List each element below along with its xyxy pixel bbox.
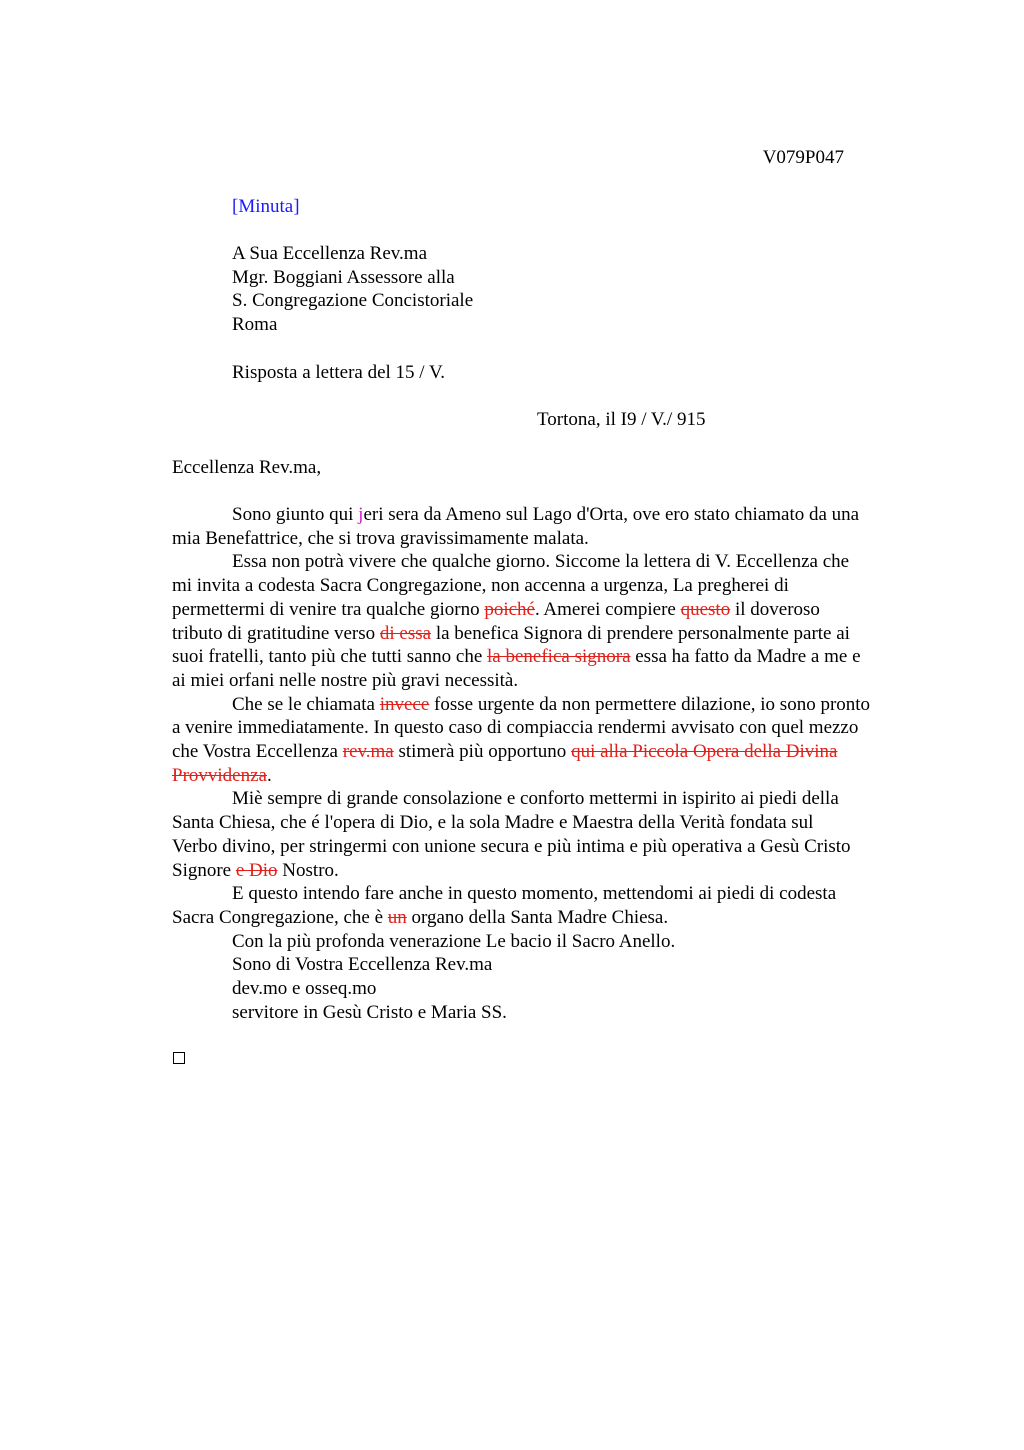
address-line: S. Congregazione Concistoriale (232, 290, 474, 312)
closing-line: dev.mo e osseq.mo (232, 978, 377, 1000)
deleted-text: un (387, 906, 407, 928)
inserted-text: j (358, 504, 364, 525)
text-run: essa ha fatto da Madre a me e (630, 646, 861, 668)
text-run: Che se le chiamata (232, 693, 380, 715)
deleted-text: di essa (379, 622, 432, 644)
text-run: stimerà più opportuno (393, 741, 572, 763)
paragraph-2 (172, 550, 932, 692)
text-run: Nostro. (277, 859, 339, 881)
text-line (172, 764, 932, 788)
text-run: organo della Santa Madre Chiesa. (406, 906, 669, 928)
checkbox-square-icon (173, 1052, 185, 1064)
deleted-text: questo (680, 598, 731, 620)
deleted-text: poiché (484, 598, 535, 620)
date-line: Tortona, il I9 / V./ 915 (537, 409, 706, 430)
text-run: tributo di gratitudine verso (172, 622, 380, 644)
text-run: Sono giunto qui (232, 504, 359, 525)
text-line: Essa non potrà vivere che qualche giorno. Siccome la lettera di V. Eccellenza che (232, 551, 850, 573)
deleted-text: qui alla Piccola Opera della Divina (571, 741, 838, 763)
minuta-annotation: [Minuta] (232, 196, 300, 217)
text-line (172, 740, 932, 764)
text-line (172, 906, 932, 930)
text-run: . Amerei compiere (534, 598, 681, 620)
deleted-text: rev.ma (342, 741, 394, 763)
text-run: . (266, 764, 272, 786)
text-run: Signore (172, 859, 236, 881)
deleted-text: e Dio (235, 859, 278, 881)
text-line: Santa Chiesa, che é l'opera di Dio, e la sola Madre e Maestra della Verità fondata sul (172, 812, 814, 834)
reply-reference: Risposta a lettera del 15 / V. (232, 362, 446, 383)
text-run: il doveroso (730, 598, 820, 620)
text-line: E questo intendo fare anche in questo momento, mettendomi ai piedi di codesta (232, 883, 837, 905)
text-run: eri sera da Ameno sul Lago d'Orta, ove ero stato chiamato da una (363, 504, 860, 525)
address-line: Roma (232, 314, 278, 336)
salutation: Eccellenza Rev.ma, (172, 457, 322, 478)
text-run: Sacra Congregazione, che è (172, 906, 388, 928)
text-run: la benefica Signora di prendere personalmente parte ai (431, 622, 850, 644)
text-run: permettermi di venire tra qualche giorno (172, 598, 485, 620)
address-line: A Sua Eccellenza Rev.ma (232, 243, 428, 264)
text-line: ai miei orfani nelle nostre più gravi necessità. (172, 669, 519, 691)
address-line: Mgr. Boggiani Assessore alla (232, 266, 455, 288)
text-line (172, 622, 932, 646)
letter-body (172, 503, 932, 1024)
text-run: suoi fratelli, tanto più che tutti sanno che (172, 646, 488, 668)
text-line (172, 693, 932, 717)
text-line (172, 859, 932, 883)
text-line (172, 598, 932, 622)
paragraph-1 (172, 503, 932, 550)
text-line: Miè sempre di grande consolazione e conforto mettermi in ispirito ai piedi della (232, 788, 839, 810)
paragraph-5 (172, 882, 932, 929)
text-line: mia Benefattrice, che si trova gravissimamente malata. (172, 527, 589, 549)
text-line (172, 645, 932, 669)
closing-line: servitore in Gesù Cristo e Maria SS. (232, 1001, 507, 1023)
text-run: che Vostra Eccellenza (172, 741, 343, 763)
deleted-text: invece (379, 693, 430, 715)
text-run: fosse urgente da non permettere dilazione, io sono pronto (429, 693, 871, 715)
paragraph-3 (172, 693, 932, 788)
recipient-address (232, 242, 473, 337)
text-line: mi invita a codesta Sacra Congregazione, non accenna a urgenza, La pregherei di (172, 575, 789, 597)
closing-line: Sono di Vostra Eccellenza Rev.ma (232, 954, 493, 976)
document-id: V079P047 (762, 147, 844, 168)
text-line: a venire immediatamente. In questo caso di compiaccia rendermi avvisato con quel mezzo (172, 717, 859, 739)
closing-line: Con la più profonda venerazione Le bacio il Sacro Anello. (232, 930, 676, 952)
paragraph-4 (172, 787, 932, 882)
deleted-text: la benefica signora (487, 646, 631, 668)
text-line (172, 503, 932, 527)
deleted-text: Provvidenza (172, 764, 267, 786)
text-line: Verbo divino, per stringermi con unione secura e più intima e più operativa a Gesù Cristo (172, 835, 851, 857)
